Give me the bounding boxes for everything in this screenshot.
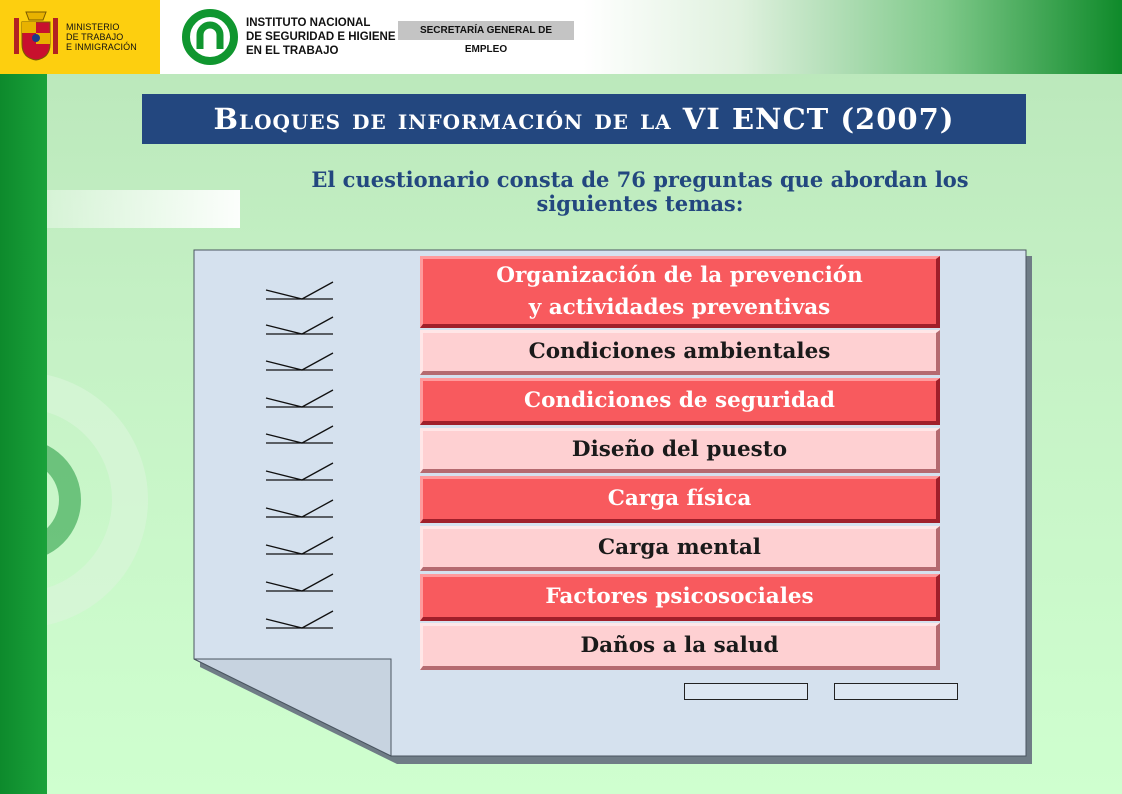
topic-danos-salud: Daños a la salud: [420, 623, 940, 670]
topic-factores-psicosociales: Factores psicosociales: [420, 574, 940, 621]
form-field-box: [834, 683, 958, 700]
topic-condiciones-seguridad: Condiciones de seguridad: [420, 378, 940, 425]
institute-name: INSTITUTO NACIONAL DE SEGURIDAD E HIGIENE EN EL TRABAJO: [246, 17, 396, 57]
secretaria-label: SECRETARÍA GENERAL DE EMPLEO: [398, 21, 574, 40]
topic-carga-fisica: Carga física: [420, 476, 940, 523]
ministry-name: MINISTERIO DE TRABAJO E INMIGRACIÓN: [66, 22, 137, 52]
topic-carga-mental: Carga mental: [420, 526, 940, 571]
topic-condiciones-ambientales: Condiciones ambientales: [420, 330, 940, 375]
subtitle: El cuestionario consta de 76 preguntas que abordan los siguientes temas:: [311, 167, 969, 216]
topic-diseno-puesto: Diseño del puesto: [420, 428, 940, 473]
form-field-box: [684, 683, 808, 700]
page-title: Bloques de información de la VI ENCT (2007): [142, 94, 1026, 144]
topic-organizacion-prevencion: Organización de la prevención y actividades preventivas: [420, 256, 940, 328]
